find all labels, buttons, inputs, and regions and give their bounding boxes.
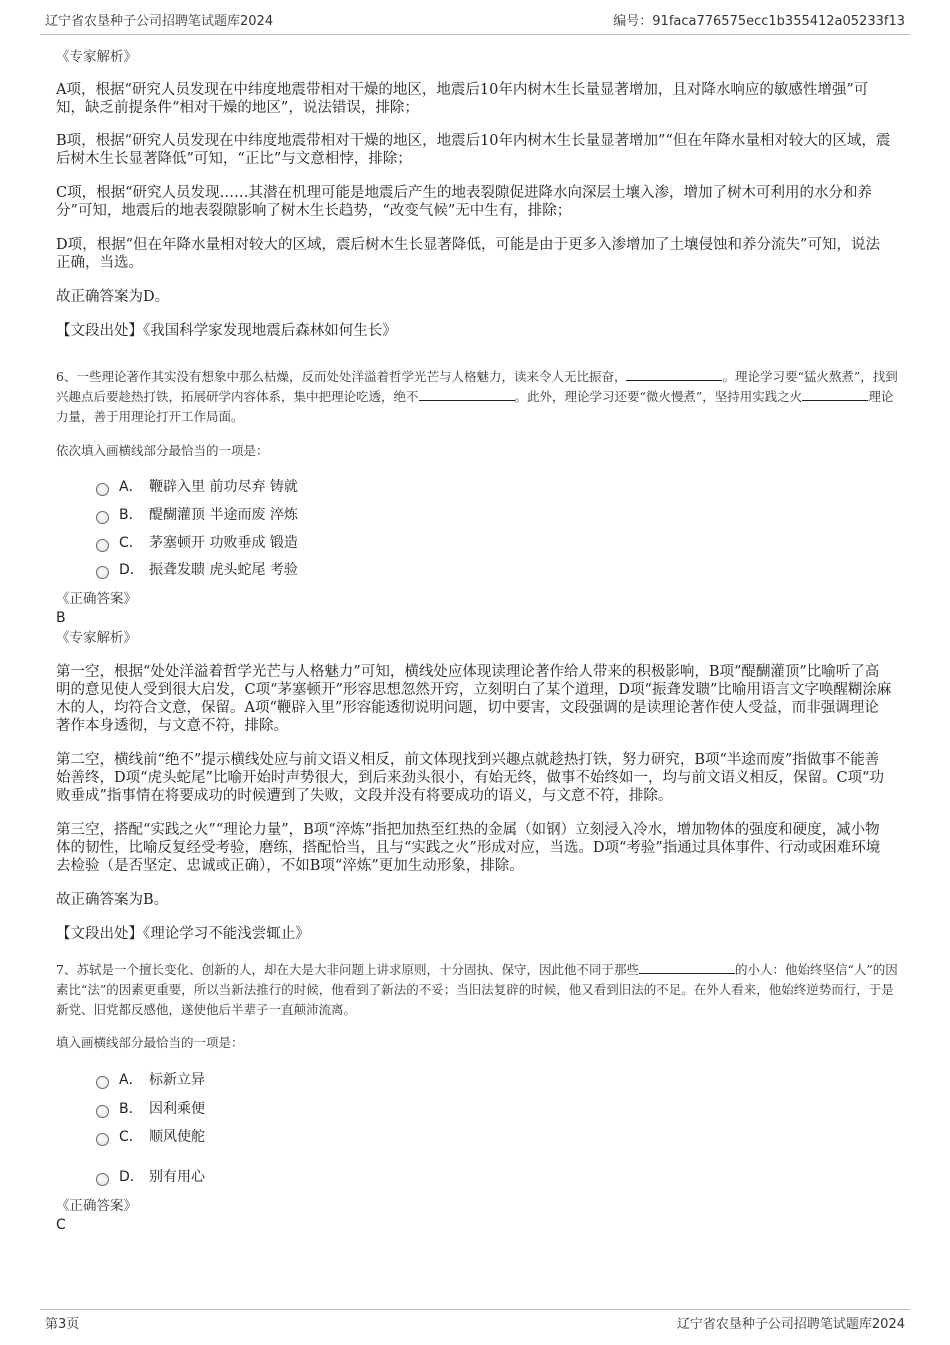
q5-analysis-b: B项，根据“研究人员发现在中纬度地震带相对干燥的地区，地震后10年内树木生长量显著增加”“但在年降水量相对较大的区域，震后树木生长显著降低”可知，“正比”与文意相悖，排除； [56,133,891,167]
q6-option-d[interactable]: D． 振聋发聩 虎头蛇尾 考验 [96,559,298,579]
header-title: 辽宁省农垦种子公司招聘笔试题库2024 [45,14,274,29]
radio-icon[interactable] [96,1133,109,1146]
footer-title: 辽宁省农垦种子公司招聘笔试题库2024 [676,1317,905,1332]
page-number: 第3页 [45,1317,80,1332]
radio-icon[interactable] [96,511,109,524]
q6-stem: 6、一些理论著作其实没有想象中那么枯燥，反而处处洋溢着哲学光芒与人格魅力，读来令人无比振奋， 。理论学习要“猛火熬煮”，找到兴趣点后要趁热打铁，拓展研学内容体系，集中把理论吃透，绝不 。此外，理论学习还要“微火慢煮”，坚持用实践之火 理论力量，善于用理论打开工作局面。 [56,369,898,424]
q7-stem: 7、苏轼是一个擅长变化、创新的人，却在大是大非问题上讲求原则，十分固执、保守，因此他不同于那些 的小人：他始终坚信“人”的因素比“法”的因素更重要，所以当新法推行的时候，他看到了新法的不妥；当旧法复辟的时候，他又看到旧法的不足。在外人看来，他始终逆势而行，于是新党、旧党都反感他，遂使他后半辈子一直颠沛流离。 [56,962,898,1017]
q6-option-a[interactable]: A． 鞭辟入里 前功尽弃 铸就 [96,476,298,496]
header-divider [40,34,910,35]
q7-answer-label: 《正确答案》 [56,1198,137,1214]
blank-1 [626,368,722,381]
footer-divider [40,1309,910,1310]
q6-analysis-p1: 第一空，根据“处处洋溢着哲学光芒与人格魅力”可知，横线处应体现读理论著作给人带来的积极影响，B项“醍醐灌顶”比喻听了高明的意见使人受到很大启发，C项“茅塞顿开”形容思想忽然开窍，立刻明白了某个道理，D项“振聋发聩”比喻用语言文字唤醒糊涂麻木的人，均符合文意，保留。A项“鞭辟入里”形容能透彻说明问题，切中要害，文段强调的是读理论著作使人受益，而非强调理论著作本身透彻，与文意不符，排除。 [56,664,892,734]
q6-answer: B [56,610,66,626]
header-serial: 编号：91faca776575ecc1b355412a05233f13 [613,14,905,29]
q5-analysis-d: D项，根据“但在年降水量相对较大的区域，震后树木生长显著降低，可能是由于更多入渗增加了土壤侵蚀和养分流失”可知，说法正确，当选。 [56,237,880,271]
q7-prompt: 填入画横线部分最恰当的一项是： [56,1035,244,1050]
blank-2 [419,388,515,401]
radio-icon[interactable] [96,1173,109,1186]
radio-icon[interactable] [96,483,109,496]
blank-3 [802,388,868,401]
blank-1 [639,961,735,974]
q7-option-c[interactable]: C． 顺风使舵 [96,1126,205,1146]
q7-option-b[interactable]: B． 因利乘便 [96,1098,205,1118]
q6-prompt: 依次填入画横线部分最恰当的一项是： [56,443,269,458]
q5-analysis-label: 《专家解析》 [56,49,137,65]
radio-icon[interactable] [96,1076,109,1089]
q6-conclusion: 故正确答案为B。 [56,892,169,908]
radio-icon[interactable] [96,566,109,579]
q6-option-c[interactable]: C． 茅塞顿开 功败垂成 锻造 [96,532,298,552]
q5-source: 【文段出处】《我国科学家发现地震后森林如何生长》 [56,323,397,339]
q5-analysis-c: C项，根据“研究人员发现……其潜在机理可能是地震后产生的地表裂隙促进降水向深层土壤入渗，增加了树木可利用的水分和养分”可知，地震后的地表裂隙影响了树木生长趋势，“改变气候”无中生有，排除； [56,185,873,219]
radio-icon[interactable] [96,1105,109,1118]
q7-option-d[interactable]: D． 别有用心 [96,1166,205,1186]
q6-analysis-p3: 第三空，搭配“实践之火”“理论力量”，B项“淬炼”指把加热至红热的金属（如钢）立刻浸入冷水，增加物体的强度和硬度，减小物体的韧性，比喻反复经受考验，磨练，搭配恰当，且与“实践之火”形成对应，当选。D项“考验”指通过具体事件、行动或困难环境去检验（是否坚定、忠诚或正确），不如B项“淬炼”更加生动形象，排除。 [56,822,881,874]
q6-option-b[interactable]: B． 醍醐灌顶 半途而废 淬炼 [96,504,298,524]
q6-answer-label: 《正确答案》 [56,591,137,607]
q5-conclusion: 故正确答案为D。 [56,289,170,305]
q7-option-a[interactable]: A． 标新立异 [96,1069,205,1089]
q7-answer: C [56,1217,66,1233]
q5-analysis-a: A项，根据“研究人员发现在中纬度地震带相对干燥的地区，地震后10年内树木生长量显著增加，且对降水响应的敏感性增强”可知，缺乏前提条件“相对干燥的地区”，说法错误，排除； [56,82,869,116]
q6-analysis-p2: 第二空，横线前“绝不”提示横线处应与前文语义相反，前文体现找到兴趣点就趁热打铁，努力研究，B项“半途而废”指做事不能善始善终，D项“虎头蛇尾”比喻开始时声势很大，到后来劲头很小，有始无终，做事不始终如一，均与前文语义相反，保留。C项“功败垂成”指事情在将要成功的时候遭到了失败，文段并没有将要成功的语义，与文意不符，排除。 [56,752,884,804]
q6-analysis-label: 《专家解析》 [56,630,137,646]
radio-icon[interactable] [96,539,109,552]
q6-source: 【文段出处】《理论学习不能浅尝辄止》 [56,926,310,942]
